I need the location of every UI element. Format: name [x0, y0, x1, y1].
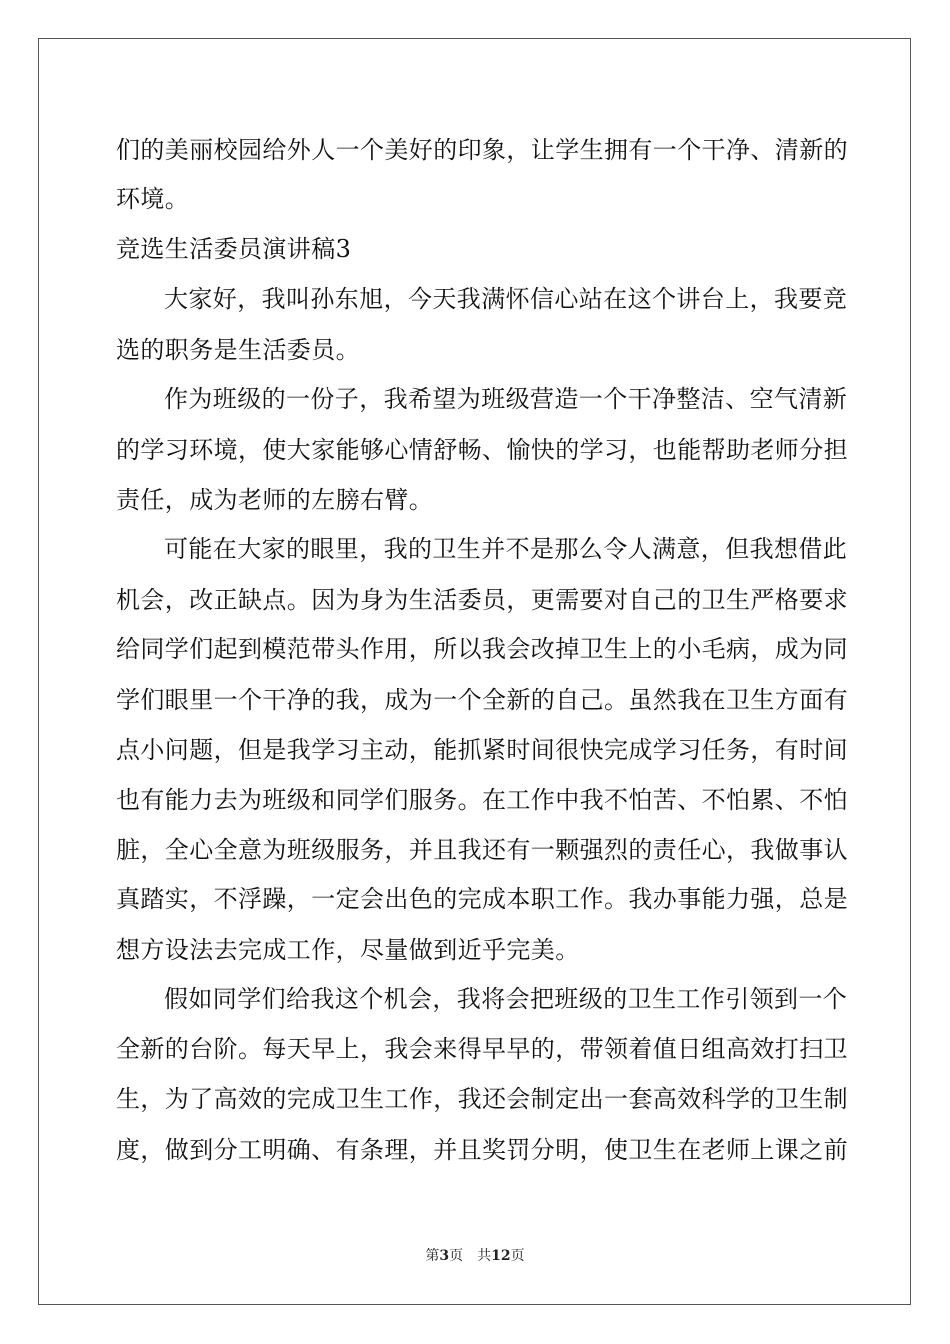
text-line: 生，为了高效的完成卫生工作，我还会制定出一套高效科学的卫生制 — [116, 1085, 848, 1113]
text-line: 给同学们起到模范带头作用，所以我会改掉卫生上的小毛病，成为同 — [116, 635, 848, 663]
text-line: 想方设法去完成工作，尽量做到近乎完美。 — [116, 936, 580, 964]
text-line: 选的职务是生活委员。 — [116, 336, 360, 364]
text-line: 可能在大家的眼里，我的卫生并不是那么令人满意，但我想借此 — [164, 535, 848, 563]
text-line: 真踏实，不浮躁，一定会出色的完成本职工作。我办事能力强，总是 — [116, 885, 848, 913]
text-line: 假如同学们给我这个机会，我将会把班级的卫生工作引领到一个 — [164, 985, 848, 1013]
page-frame — [38, 38, 911, 1305]
text-line: 度，做到分工明确、有条理，并且奖罚分明，使卫生在老师上课之前 — [116, 1136, 848, 1164]
total-label-suffix: 页 — [510, 1248, 525, 1264]
page-label-prefix: 第 — [425, 1248, 440, 1264]
text-line: 作为班级的一份子，我希望为班级营造一个干净整洁、空气清新 — [164, 385, 848, 413]
page-label-suffix: 页 — [449, 1248, 464, 1264]
section-heading: 竞选生活委员演讲稿3 — [116, 235, 352, 263]
text-line: 点小问题，但是我学习主动，能抓紧时间很快完成学习任务，有时间 — [116, 736, 848, 764]
text-line: 机会，改正缺点。因为身为生活委员，更需要对自己的卫生严格要求 — [116, 586, 848, 614]
page-number: 3 — [439, 1248, 450, 1264]
text-line: 们的美丽校园给外人一个美好的印象，让学生拥有一个干净、清新的 — [116, 136, 848, 164]
text-line: 全新的台阶。每天早上，我会来得早早的，带领着值日组高效打扫卫 — [116, 1035, 848, 1063]
text-line: 责任，成为老师的左膀右臂。 — [116, 486, 434, 514]
page-footer — [0, 1247, 950, 1265]
text-line: 脏，全心全意为班级服务，并且我还有一颗强烈的责任心，我做事认 — [116, 836, 848, 864]
text-line: 环境。 — [116, 185, 190, 213]
text-line: 也有能力去为班级和同学们服务。在工作中我不怕苦、不怕累、不怕 — [116, 786, 848, 814]
total-pages: 12 — [491, 1248, 511, 1264]
text-line: 学们眼里一个干净的我，成为一个全新的自己。虽然我在卫生方面有 — [116, 686, 848, 714]
total-label-prefix: 共 — [477, 1248, 492, 1264]
text-line: 的学习环境，使大家能够心情舒畅、愉快的学习，也能帮助老师分担 — [116, 436, 848, 464]
text-line: 大家好，我叫孙东旭，今天我满怀信心站在这个讲台上，我要竞 — [164, 285, 848, 313]
